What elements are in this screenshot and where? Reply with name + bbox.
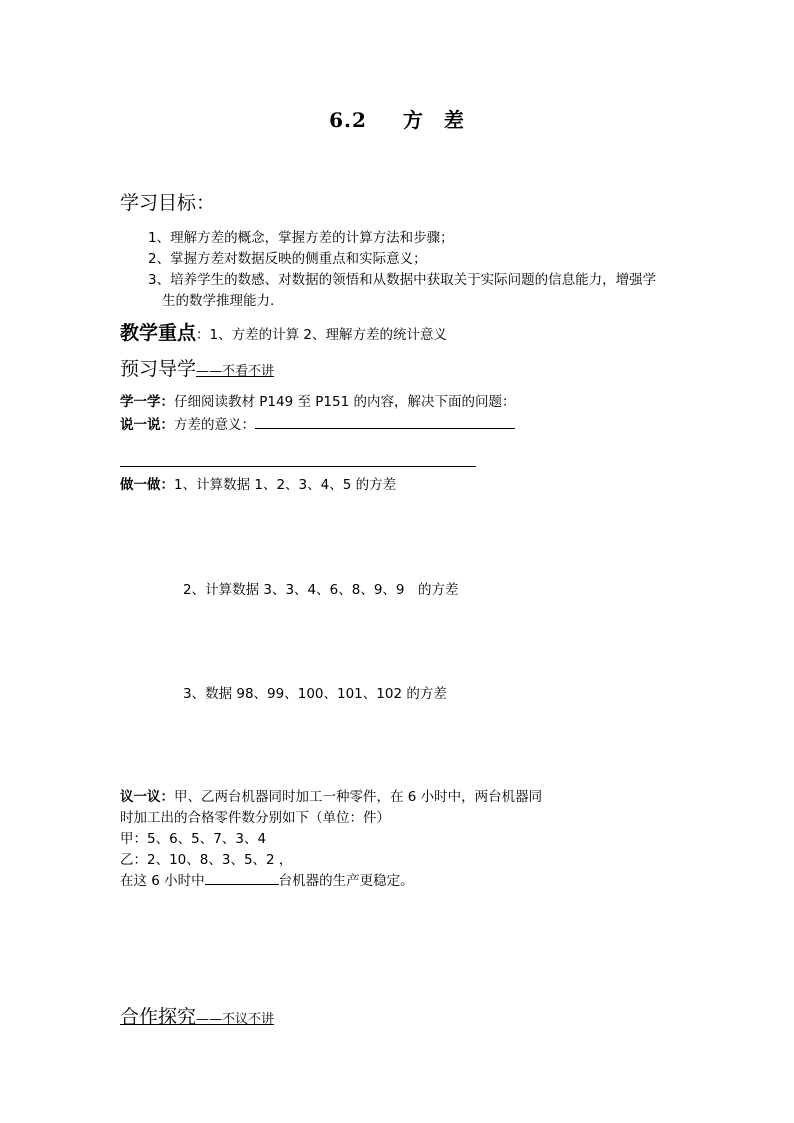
say-text: 方差的意义：	[174, 417, 255, 433]
do-it-question-1: 1、计算数据 1、2、3、4、5 的方差	[174, 477, 397, 493]
discuss-answer-blank[interactable]	[205, 870, 279, 885]
discuss-question-before: 在这 6 小时中	[120, 873, 205, 889]
do-it-question-2: 2、计算数据 3、3、4、6、8、9、9 的方差	[183, 582, 459, 598]
discuss-jia: 甲：5、6、5、7、3、4	[120, 831, 267, 847]
key-points-text: ：1、方差的计算 2、理解方差的统计意义	[196, 327, 447, 343]
discuss-label: 议一议：	[120, 789, 174, 805]
preview-heading	[120, 354, 274, 381]
discuss-text-2: 时加工出的合格零件数分别如下（单位：件）	[120, 810, 390, 826]
key-points-label: 教学重点	[120, 322, 197, 344]
learn-text: 仔细阅读教材 P149 至 P151 的内容，解决下面的问题：	[174, 394, 516, 410]
objective-item-3-cont: 生的数学推理能力.	[162, 293, 275, 309]
say-line	[120, 413, 515, 433]
learn-label: 学一学：	[120, 394, 174, 410]
preview-heading-text: 预习导学	[120, 358, 197, 380]
say-answer-blank[interactable]	[255, 414, 515, 429]
cooperate-heading	[120, 1002, 274, 1029]
discuss-line-1	[120, 785, 542, 805]
discuss-question-after: 台机器的生产更稳定。	[278, 873, 414, 889]
cooperate-tag: ——不议不讲	[196, 1012, 275, 1027]
title-word-1: 方	[402, 108, 424, 132]
title-number: 6.2	[329, 108, 367, 132]
learn-line	[120, 390, 515, 410]
preview-tag: ——不看不讲	[196, 364, 275, 379]
do-it-line	[120, 473, 396, 493]
objectives-heading: 学习目标：	[120, 192, 216, 214]
title-word-2: 差	[443, 108, 465, 132]
key-points	[120, 318, 447, 345]
objective-item-3: 3、培养学生的数感、对数据的领悟和从数据中获取关于实际问题的信息能力，增强学	[148, 272, 657, 288]
objective-item-2: 2、掌握方差对数据反映的侧重点和实际意义；	[148, 251, 427, 267]
objective-item-1: 1、理解方差的概念，掌握方差的计算方法和步骤；	[148, 230, 454, 246]
answer-blank-line[interactable]	[120, 466, 476, 467]
say-label: 说一说：	[120, 417, 174, 433]
page-title	[0, 104, 794, 133]
discuss-question	[120, 869, 414, 889]
discuss-text-1: 甲、乙两台机器同时加工一种零件，在 6 小时中，两台机器同	[174, 789, 543, 805]
do-it-question-3: 3、数据 98、99、100、101、102 的方差	[183, 686, 447, 702]
cooperate-heading-text: 合作探究	[120, 1006, 197, 1028]
discuss-yi: 乙：2、10、8、3、5、2 ，	[120, 852, 293, 868]
do-it-label: 做一做：	[120, 477, 174, 493]
